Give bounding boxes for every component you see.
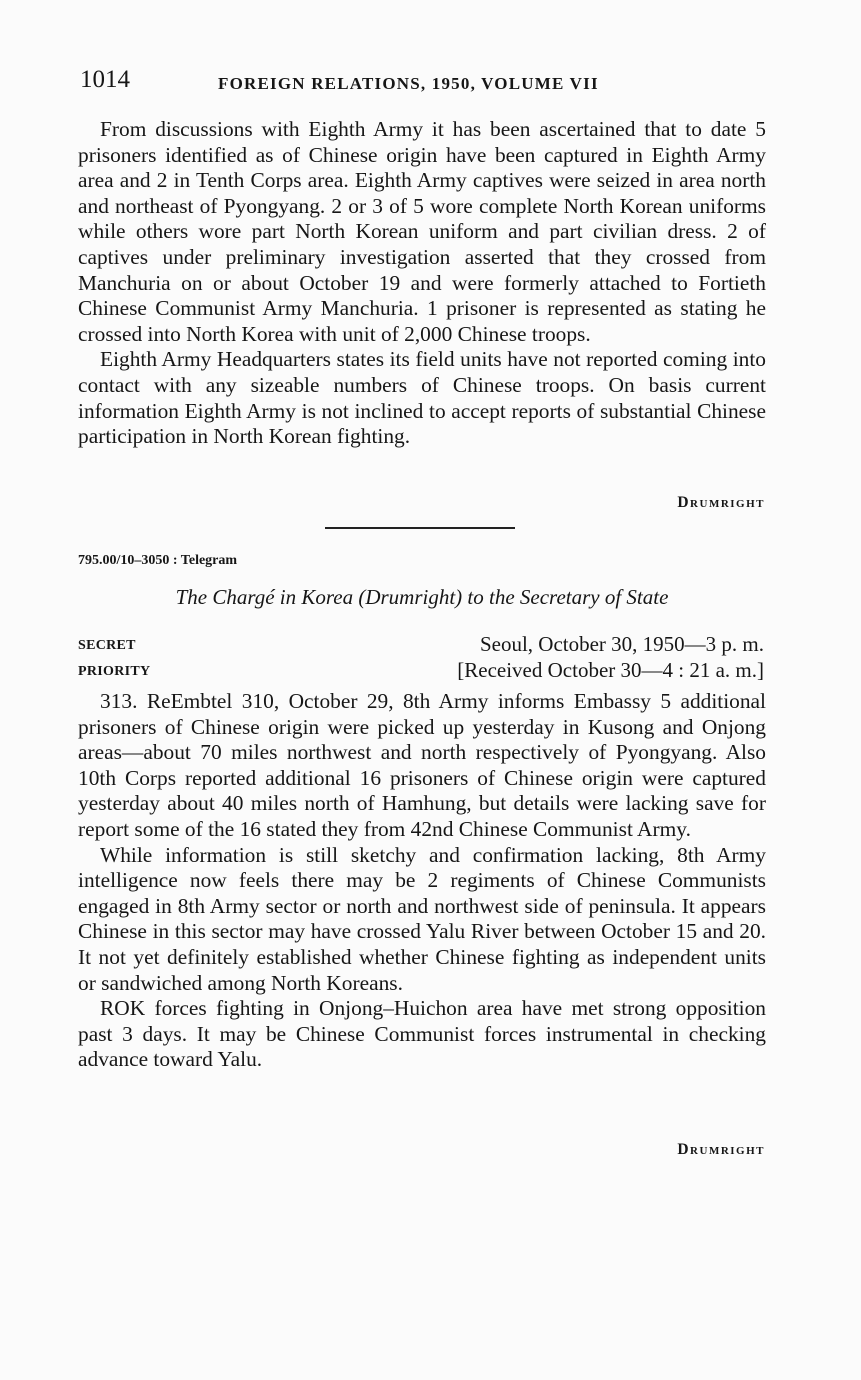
precedence-label: PRIORITY xyxy=(78,664,151,679)
page-number: 1014 xyxy=(80,66,130,93)
classification-row xyxy=(78,632,766,658)
precedence-row xyxy=(78,658,766,684)
section2-paragraph-3: ROK forces fighting in Onjong–Huichon area have met strong opposition past 3 days. It may be Chinese Communist forces instrumental in checking advance toward Yalu. xyxy=(78,996,766,1072)
place-date: Seoul, October 30, 1950—3 p. m. xyxy=(479,632,764,656)
document-reference: 795.00/10–3050 : Telegram xyxy=(78,553,238,568)
section2-paragraph-1: 313. ReEmbtel 310, October 29, 8th Army informs Embassy 5 additional prisoners of Chinese origin were picked up yesterday in Kusong and Onjong areas—about 70 miles northwest and north respectively of Pyongyang. Also 10th Corps reported additional 16 prisoners of Chinese origin were captured yesterday about 40 miles north of Hamhung, but details were lacking save for report some of the 16 stated they from 42nd Chinese Communist Army. xyxy=(78,689,766,841)
section-divider xyxy=(325,527,515,529)
classification-label: SECRET xyxy=(78,638,136,653)
running-head: FOREIGN RELATIONS, 1950, VOLUME VII xyxy=(218,74,599,93)
section1-paragraph-1: From discussions with Eighth Army it has been ascertained that to date 5 prisoners identified as of Chinese origin have been captured in Eighth Army area and 2 in Tenth Corps area. Eighth Army captives were seized in area north and northeast of Pyongyang. 2 or 3 of 5 wore complete North Korean uniforms while others wore part North Korean uniform and part civilian dress. 2 of captives under preliminary investigation asserted that they crossed from Manchuria on or about October 19 and were formerly attached to Fortieth Chinese Communist Army Manchuria. 1 prisoner is represented as stating he crossed into North Korea with unit of 2,000 Chinese troops. xyxy=(78,117,766,346)
section1-paragraph-2: Eighth Army Headquarters states its field units have not reported coming into contact with any sizeable numbers of Chinese troops. On basis current information Eighth Army is not inclined to accept reports of substantial Chinese participation in North Korean fighting. xyxy=(78,347,766,449)
received-time: [Received October 30—4 : 21 a. m.] xyxy=(457,658,764,682)
section1-body xyxy=(78,117,766,450)
section2-signature: Drumright xyxy=(677,1141,765,1158)
document-title: The Chargé in Korea (Drumright) to the Secretary of State xyxy=(175,585,669,609)
section1-signature: Drumright xyxy=(677,494,765,511)
page-header xyxy=(78,66,768,102)
section2-paragraph-2: While information is still sketchy and confirmation lacking, 8th Army intelligence now feels there may be 2 regiments of Chinese Communists engaged in 8th Army sector or north and northwest side of peninsula. It appears Chinese in this sector may have crossed Yalu River between October 15 and 20. It not yet definitely established whether Chinese fighting as independent units or sandwiched among North Koreans. xyxy=(78,842,766,995)
section2-body xyxy=(78,689,766,1073)
